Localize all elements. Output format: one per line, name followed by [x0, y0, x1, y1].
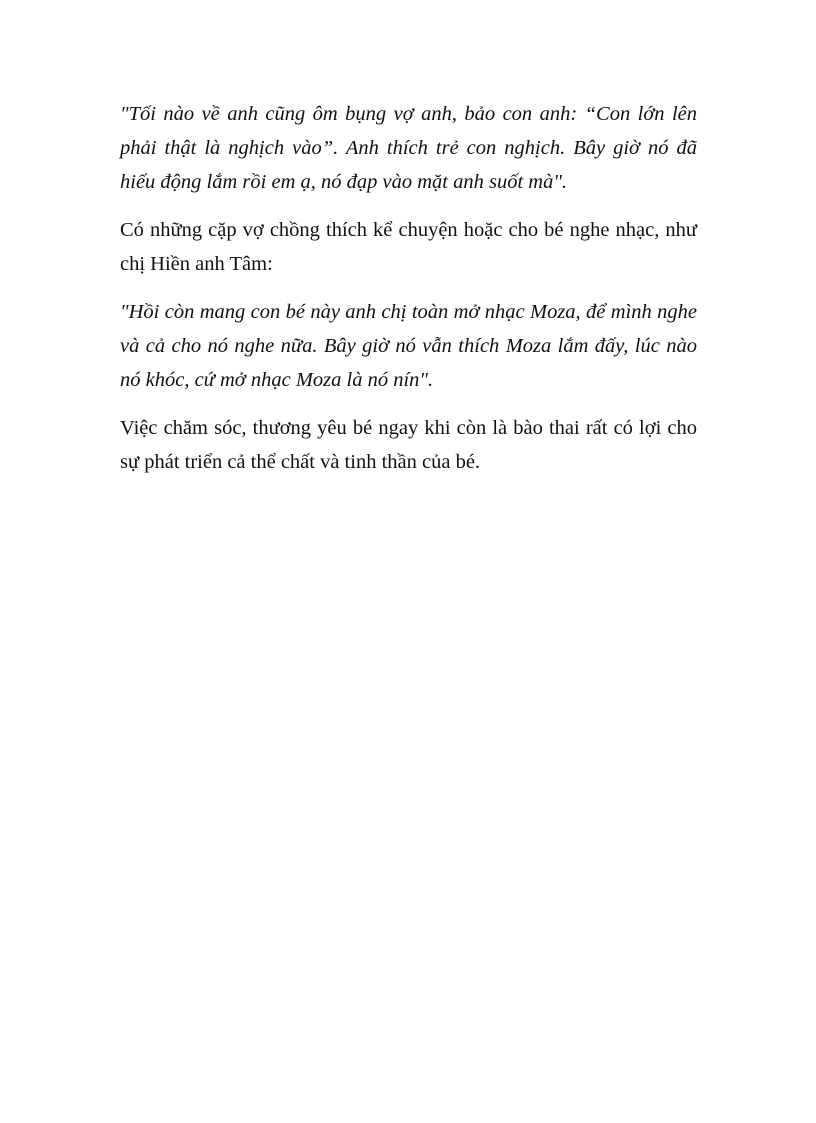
- body-paragraph-2: Việc chăm sóc, thương yêu bé ngay khi còn là bào thai rất có lợi cho sự phát triển cả thể chất và tinh thần của bé.: [120, 417, 697, 473]
- body-paragraph-1: Có những cặp vợ chồng thích kể chuyện hoặc cho bé nghe nhạc, như chị Hiền anh Tâm:: [120, 219, 697, 275]
- quote-paragraph-1: "Tối nào về anh cũng ôm bụng vợ anh, bảo con anh: “Con lớn lên phải thật là nghịch vào”. Anh thích trẻ con nghịch. Bây giờ nó đã hiếu động lắm rồi em ạ, nó đạp vào mặt anh suốt mà".: [120, 103, 697, 193]
- document-page: [120, 97, 697, 493]
- quote-paragraph-2: "Hồi còn mang con bé này anh chị toàn mở nhạc Moza, để mình nghe và cả cho nó nghe nữa. Bây giờ nó vẫn thích Moza lắm đấy, lúc nào nó khóc, cứ mở nhạc Moza là nó nín".: [120, 301, 697, 391]
